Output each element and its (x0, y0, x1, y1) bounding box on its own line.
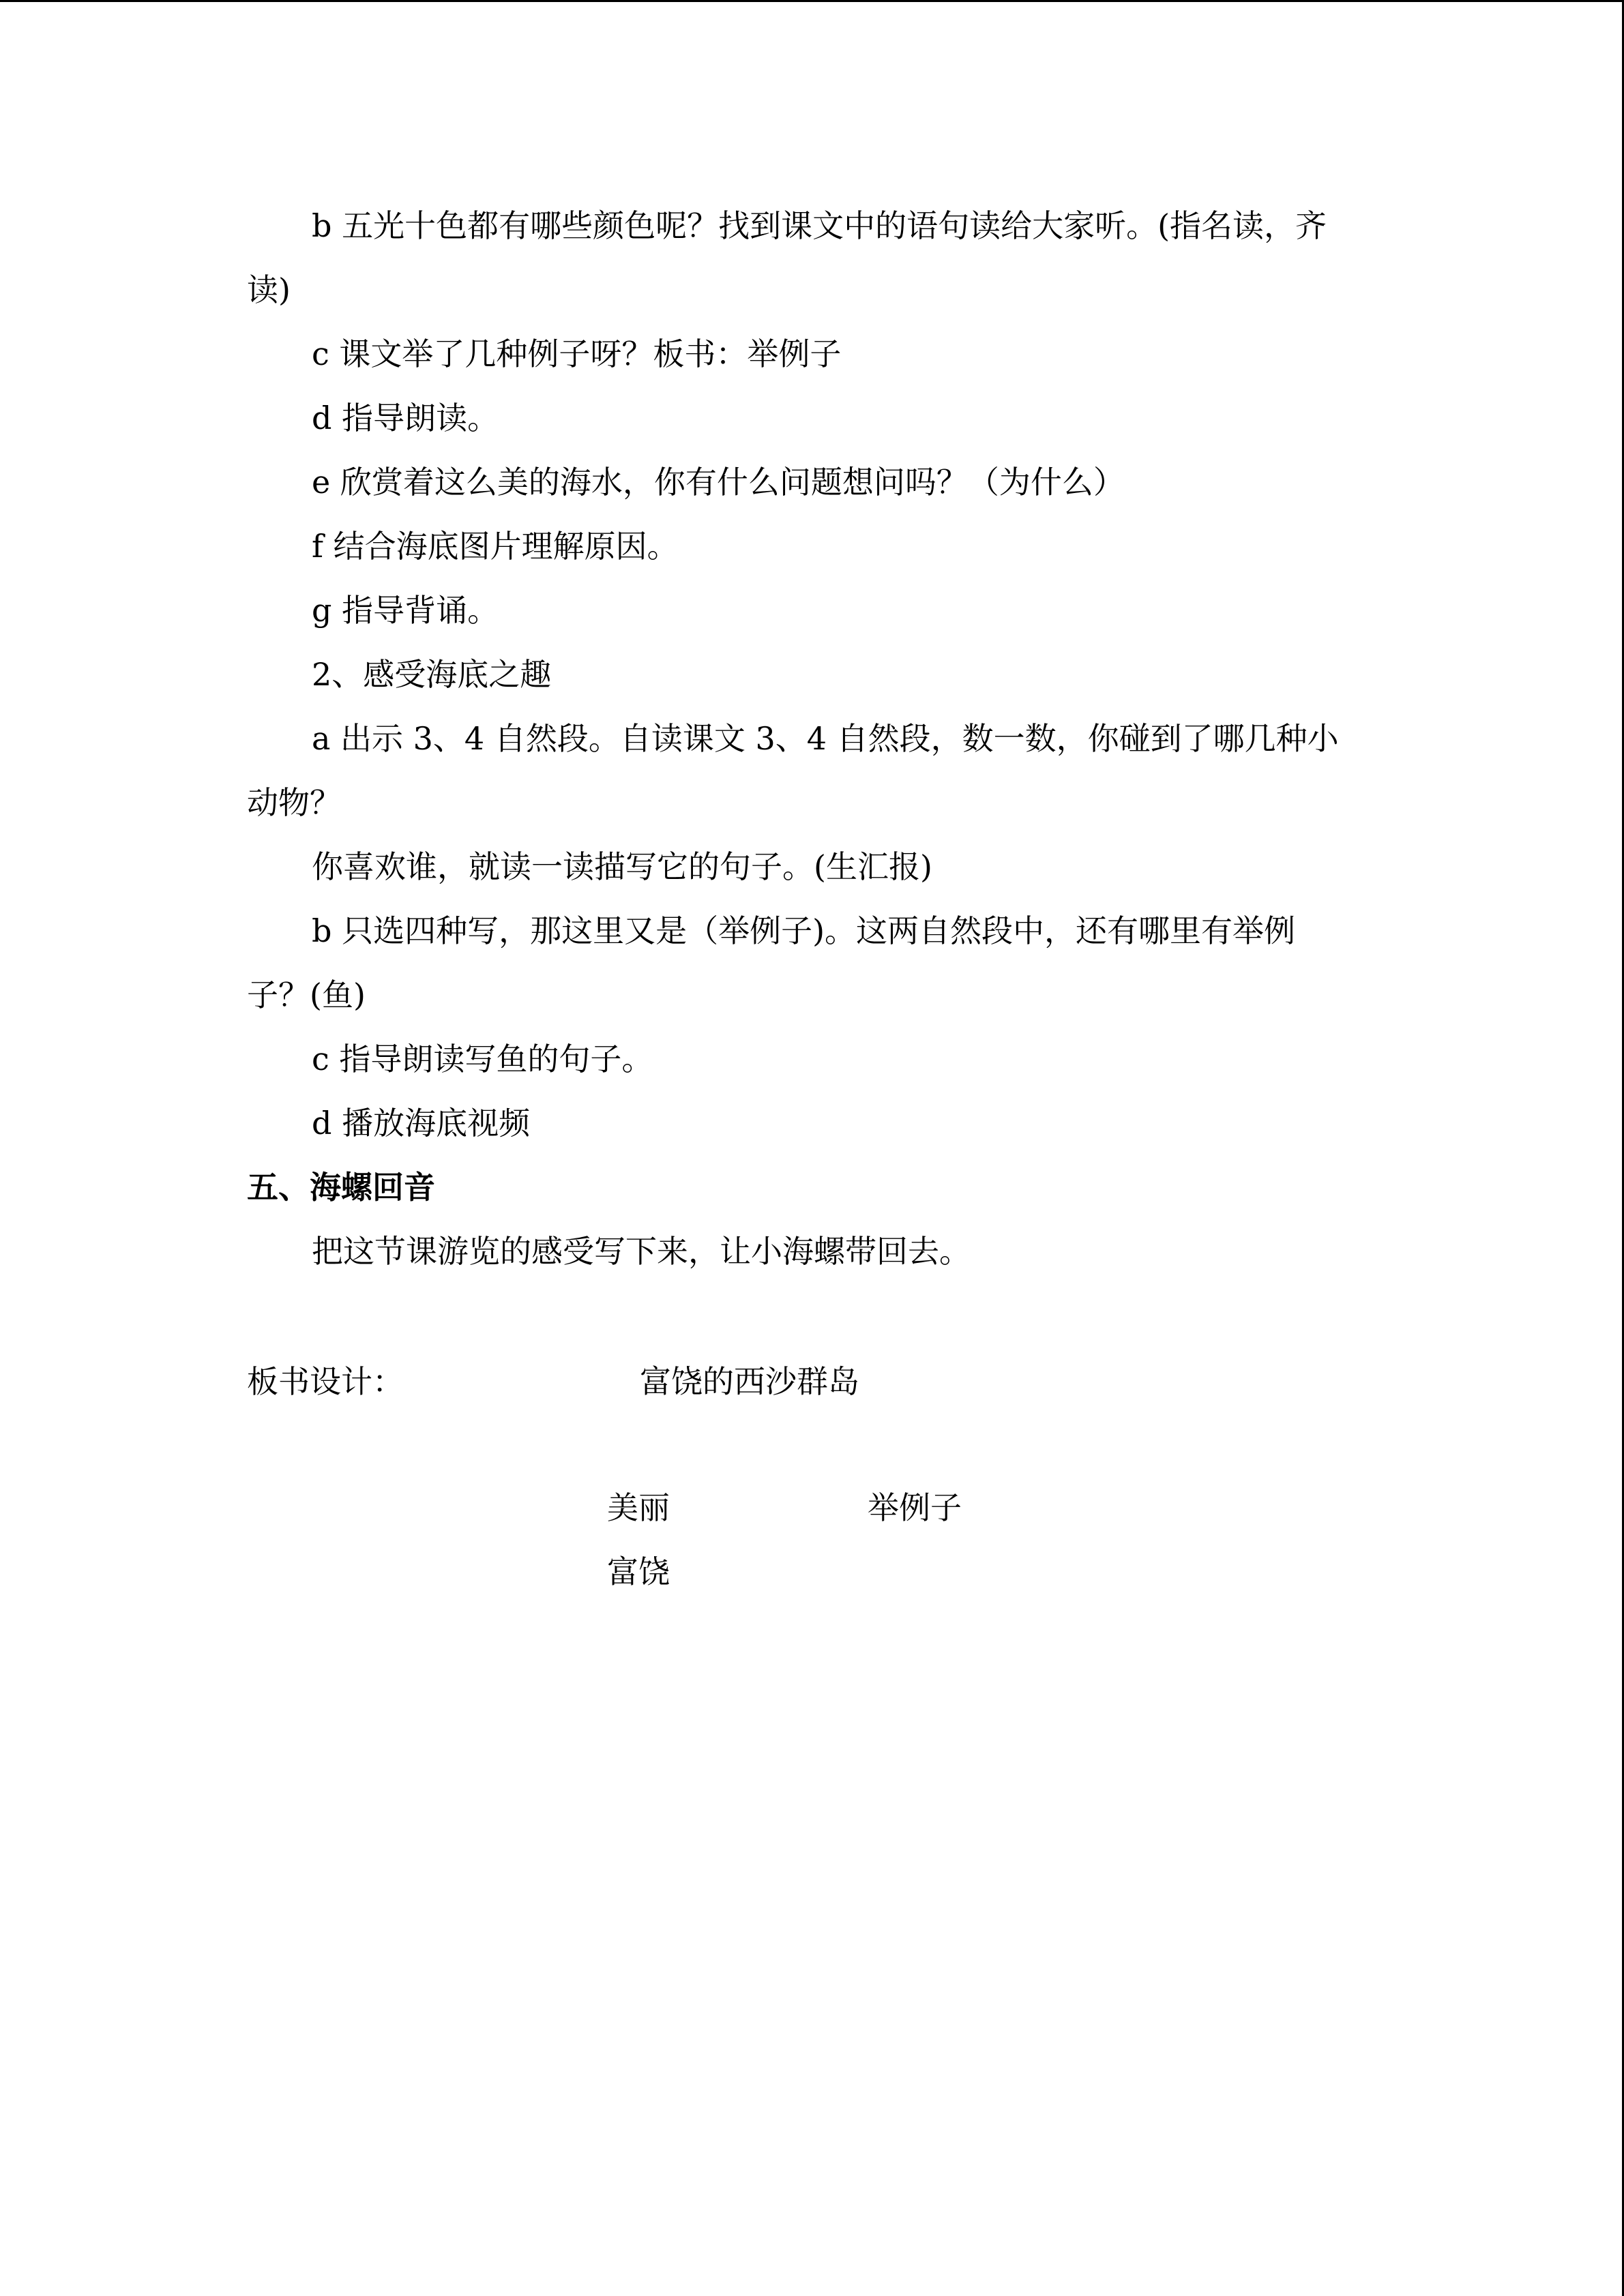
paragraph-d-video: d 播放海底视频 (312, 1105, 531, 1142)
paragraph-f-reason: f 结合海底图片理解原因。 (312, 528, 679, 565)
section-2-heading: 2、感受海底之趣 (312, 656, 552, 693)
paragraph-e-question: e 欣赏着这么美的海水，你有什么问题想问吗？（为什么） (312, 464, 1125, 501)
paragraph-b-colors: b 五光十色都有哪些颜色呢？找到课文中的语句读给大家听。(指名读，齐 (312, 207, 1327, 244)
paragraph-d-reading: d 指导朗读。 (312, 400, 499, 436)
paragraph-b-four-kinds-continued: 子？(鱼) (247, 976, 366, 1013)
section-5-heading: 五、海螺回音 (247, 1169, 435, 1206)
board-item-beautiful: 美丽 (607, 1489, 670, 1526)
board-design-label: 板书设计： (247, 1363, 404, 1400)
paragraph-g-recite: g 指导背诵。 (312, 592, 499, 629)
paragraph-conch: 把这节课游览的感受写下来，让小海螺带回去。 (312, 1233, 971, 1270)
paragraph-c-examples: c 课文举了几种例子呀？板书：举例子 (312, 336, 842, 372)
paragraph-favorite: 你喜欢谁，就读一读描写它的句子。(生汇报) (312, 848, 932, 885)
paragraph-b-colors-continued: 读) (247, 271, 291, 308)
paragraph-a-animals-continued: 动物？ (247, 784, 341, 821)
board-item-rich: 富饶 (607, 1553, 670, 1590)
paragraph-b-four-kinds: b 只选四种写，那这里又是（举例子)。这两自然段中，还有哪里有举例 (312, 912, 1296, 949)
paragraph-a-animals: a 出示 3、4 自然段。自读课文 3、4 自然段，数一数，你碰到了哪几种小 (312, 720, 1339, 757)
board-item-examples: 举例子 (868, 1489, 962, 1526)
paragraph-c-fish: c 指导朗读写鱼的句子。 (312, 1041, 653, 1077)
board-design-title: 富饶的西沙群岛 (640, 1363, 859, 1400)
